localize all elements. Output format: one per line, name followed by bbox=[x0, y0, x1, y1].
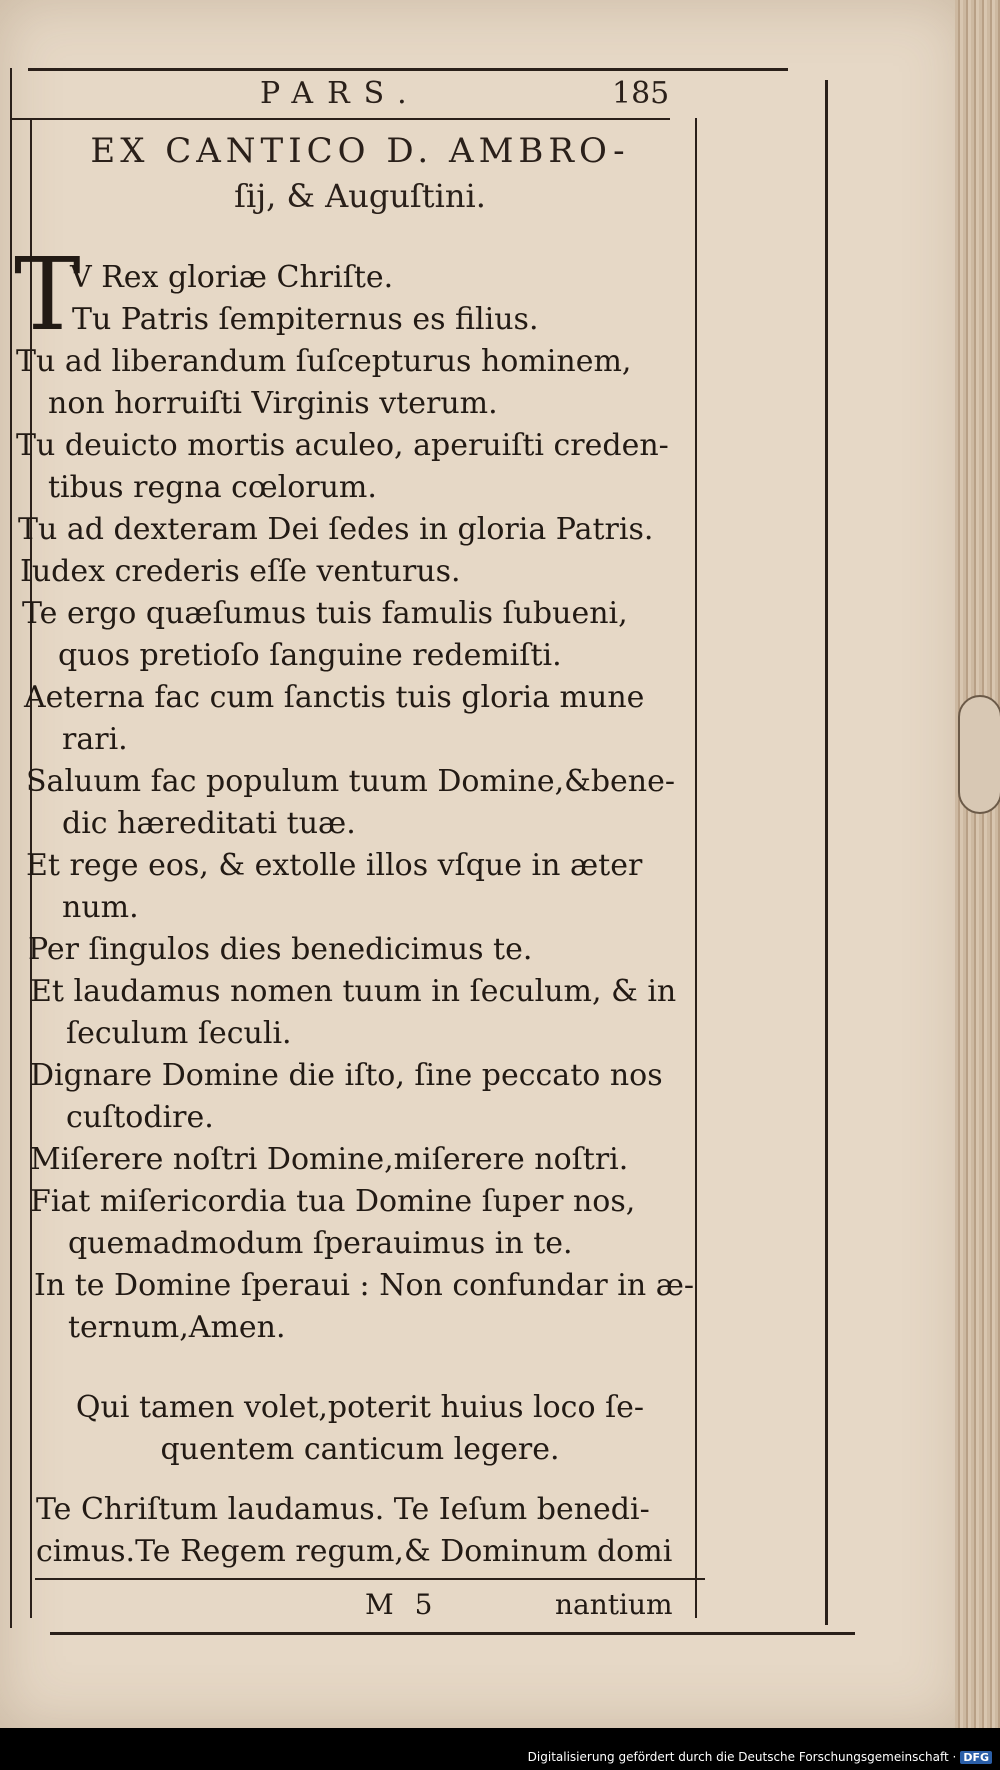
verse-line: tibus regna cœlorum. bbox=[48, 470, 377, 505]
verse-line: non horruiſti Virginis vterum. bbox=[48, 386, 498, 421]
verse-line: num. bbox=[62, 890, 139, 925]
verse-line: Te ergo quæſumus tuis famulis ſubueni, bbox=[22, 596, 628, 631]
verse-line: Tu ad liberandum ſuſcepturus hominem, bbox=[16, 344, 632, 379]
digitization-credit bbox=[528, 1750, 992, 1764]
verse-line: Per ſingulos dies benedicimus te. bbox=[28, 932, 533, 967]
credit-text: Digitalisierung gefördert durch die Deutsche Forschungsgemeinschaft · bbox=[527, 1750, 957, 1764]
page-clasp bbox=[958, 695, 1000, 814]
dfg-logo: DFG bbox=[960, 1751, 992, 1764]
verse-line: Et laudamus nomen tuum in ſeculum, & in bbox=[30, 974, 677, 1009]
verse-line: Tu Patris ſempiternus es filius. bbox=[72, 302, 539, 337]
verse-line: Dignare Domine die iſto, ſine peccato nos bbox=[30, 1058, 663, 1093]
rubric-line: Qui tamen volet,poterit huius loco ſe- bbox=[75, 1390, 645, 1425]
closing-line: Te Chriſtum laudamus. Te Ieſum benedi- bbox=[36, 1492, 650, 1527]
verse-line: quos pretioſo ſanguine redemiſti. bbox=[58, 638, 562, 673]
drop-capital: T bbox=[14, 236, 81, 353]
left-outer-rule bbox=[10, 68, 12, 1628]
verse-line: Saluum fac populum tuum Domine,&bene- bbox=[26, 764, 675, 799]
verse-line: Miſerere noſtri Domine,miſerere noſtri. bbox=[30, 1142, 629, 1177]
verse-line: Tu ad dexteram Dei ſedes in gloria Patris. bbox=[18, 512, 654, 547]
right-inner-rule bbox=[695, 118, 697, 1618]
top-rule bbox=[28, 68, 788, 71]
header-rule bbox=[10, 118, 670, 120]
verse-line: quemadmodum ſperauimus in te. bbox=[68, 1226, 573, 1261]
book-page-edges bbox=[955, 0, 1000, 1728]
section-heading bbox=[40, 128, 680, 218]
verse-line: cuſtodire. bbox=[66, 1100, 214, 1135]
verse-line: Tu deuicto mortis aculeo, aperuiſti creden- bbox=[16, 428, 669, 463]
catchword: nantium bbox=[555, 1588, 673, 1621]
verse-line: Et rege eos, & extolle illos vſque in æter bbox=[26, 848, 643, 883]
verse-line: ternum,Amen. bbox=[68, 1310, 286, 1345]
running-title: PARS. bbox=[260, 76, 421, 111]
verse-line: Aeterna fac cum ſanctis tuis gloria mune bbox=[24, 680, 645, 715]
heading-line-2: ſij, & Auguſtini. bbox=[234, 177, 486, 215]
verse-line: Fiat miſericordia tua Domine ſuper nos, bbox=[30, 1184, 636, 1219]
rubric-line: quentem canticum legere. bbox=[160, 1432, 560, 1467]
verse-line: rari. bbox=[62, 722, 128, 757]
page-number: 185 bbox=[612, 76, 670, 111]
closing-line: cimus.Te Regem regum,& Dominum domi bbox=[36, 1534, 673, 1569]
text-bottom-rule bbox=[35, 1578, 705, 1580]
page-bottom-rule bbox=[50, 1632, 855, 1635]
verse-line: Iudex crederis eſſe venturus. bbox=[20, 554, 461, 589]
verse-line: dic hæreditati tuæ. bbox=[62, 806, 356, 841]
verse-line: V Rex gloriæ Chriſte. bbox=[70, 260, 394, 295]
verse-line: In te Domine ſperaui : Non confundar in æ- bbox=[34, 1268, 695, 1303]
right-outer-rule bbox=[825, 80, 828, 1625]
signature-mark: M 5 bbox=[365, 1588, 439, 1621]
verse-line: ſeculum ſeculi. bbox=[66, 1016, 292, 1051]
heading-line-1: EX CANTICO D. AMBRO- bbox=[90, 131, 630, 171]
